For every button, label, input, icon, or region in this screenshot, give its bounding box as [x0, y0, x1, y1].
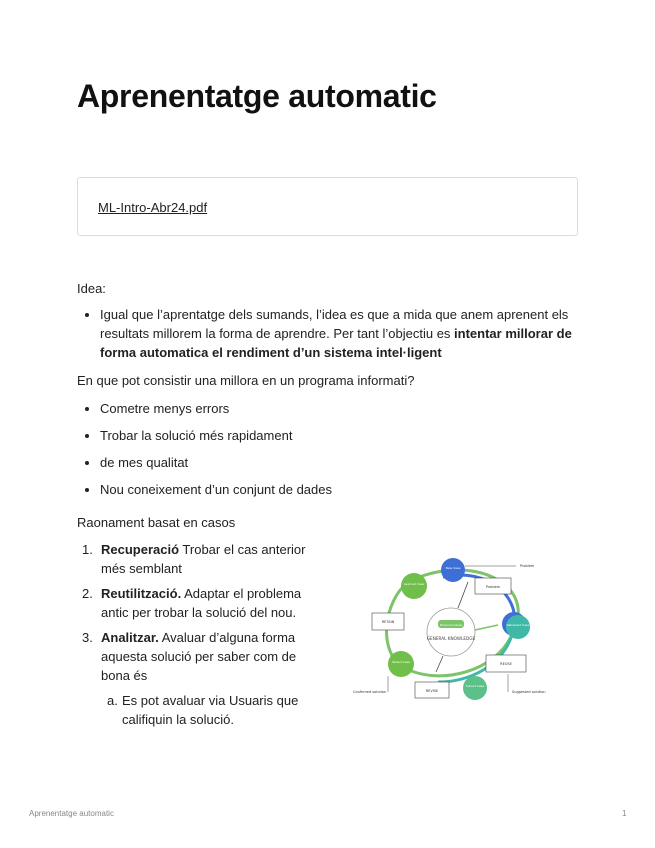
list-item [101, 691, 327, 729]
node-retrieve [498, 599, 499, 600]
case-bold: Analitzar. [101, 630, 159, 645]
case-bold: Reutilització. [101, 586, 182, 601]
idea-list [77, 305, 577, 362]
center-label: GENERAL KNOWLEDGE [426, 636, 476, 641]
node-revise: REVISE [425, 689, 439, 693]
cases-list [77, 540, 327, 735]
annotation-suggested: Suggested solution [512, 690, 546, 694]
cbr-cycle-diagram [348, 552, 580, 702]
page-title: Aprenentatge automatic [77, 78, 437, 114]
node-learned-case: Learned Case [403, 582, 425, 586]
list-item [77, 540, 327, 578]
list-number: 2. [82, 586, 93, 601]
attachment-card[interactable] [77, 177, 578, 236]
list-number: 3. [82, 630, 93, 645]
node-solved-case: Solved Case [465, 684, 485, 688]
node-problem: Problem [485, 585, 501, 589]
millora-list [77, 399, 577, 507]
annotation-problem: Problem [520, 564, 535, 568]
node-retrieved-case: Retrieved Case [506, 623, 530, 627]
list-item [77, 628, 327, 729]
question-text: En que pot consistir una millora en un programa informati? [77, 373, 415, 388]
list-item: Cometre menys errors [77, 399, 577, 418]
center-top-label: Previous Cases [439, 623, 463, 627]
case-text: Trobar el cas anterior més semblant [101, 542, 306, 576]
footer-title: Aprenentatge automatic [29, 809, 114, 818]
list-item: Nou coneixement d’un conjunt de dades [77, 480, 577, 499]
list-letter: a. [107, 693, 118, 708]
annotation-confirmed: Confirmed solution [353, 690, 387, 694]
list-number: 1. [82, 542, 93, 557]
case-text: Avaluar d’alguna forma aquesta solució per saber com de bona és [101, 630, 297, 683]
case-text: Adaptar el problema antic per trobar la solució del nou. [101, 586, 302, 620]
idea-label: Idea: [77, 281, 106, 296]
node-new-case: New Case [445, 566, 461, 570]
node-retain: RETAIN [381, 620, 395, 624]
idea-text: Igual que l’aprentatge dels sumands, l’idea es que a mida que anem aprenent els resultats millorem la forma de aprendre. Per tant l’objectiu es [100, 307, 569, 341]
raonament-label: Raonament basat en casos [77, 515, 236, 530]
node-reuse: REUSE [500, 662, 512, 666]
list-item: de mes qualitat [77, 453, 577, 472]
attachment-link[interactable]: ML-Intro-Abr24.pdf [98, 200, 208, 215]
list-item [77, 305, 577, 362]
list-item: Trobar la solució més rapidament [77, 426, 577, 445]
list-item [77, 584, 327, 622]
idea-bold-text: intentar millorar de forma automatica el rendiment d’un sistema intel·ligent [100, 326, 572, 360]
sub-list [101, 691, 327, 729]
sub-case-text: Es pot avaluar via Usuaris que califiquin la solució. [122, 693, 299, 727]
footer-page-number: 1 [622, 809, 627, 818]
case-bold: Recuperació [101, 542, 180, 557]
node-tested-case: Tested Case [392, 660, 410, 664]
